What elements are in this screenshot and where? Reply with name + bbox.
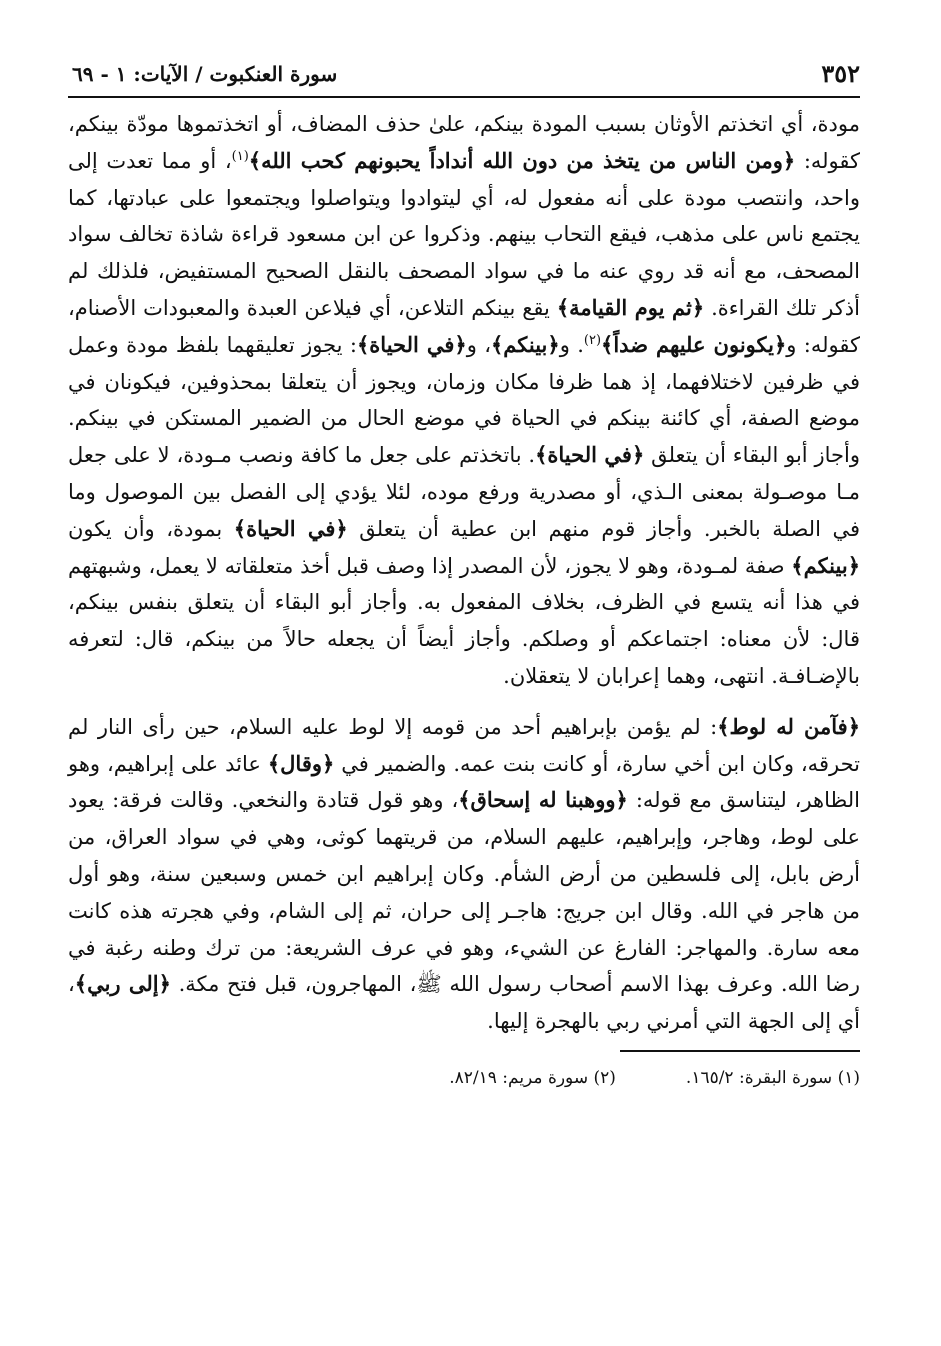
text-run: ، أي إلى الجهة التي أمرني ربي بالهجرة إليها. bbox=[68, 972, 860, 1034]
quran-quote: ﴿في الحياة﴾ bbox=[535, 442, 645, 468]
quran-quote: ﴿ثم يوم القيامة﴾ bbox=[556, 294, 705, 320]
quran-quote: ﴿ووهبنا له إسحاق﴾ bbox=[458, 787, 628, 813]
book-page bbox=[68, 58, 860, 1090]
quran-quote: ﴿في الحياة﴾ bbox=[233, 515, 348, 541]
text-run: : يجوز تعليقهما بلفظ مودة وعمل في ظرفين لاختلافهما، إذ هما ظرفا مكان وزمان، ويجوز أن يتعلقا بمحذوفين، فيكونان في موضع الصفة، أي كائنة بينكم في الحياة في موضع الحال من الضمير المستكن في بينكم. وأجاز أبو البقاء أن يتعلق bbox=[68, 332, 860, 468]
footnote-ref: (٢) bbox=[583, 332, 602, 348]
quran-quote: ﴿وقال﴾ bbox=[267, 750, 335, 776]
footnote-ref: (١) bbox=[231, 148, 249, 164]
quran-quote: ﴿إلى ربي﴾ bbox=[74, 971, 171, 997]
text-run: يقع بينكم التلاعن، أي فيلاعن العبدة والمعبودات الأصنام، كقوله: و bbox=[68, 295, 860, 357]
quran-quote: ﴿بينكم﴾ bbox=[791, 552, 860, 578]
text-run: صفة لمـودة، وهو لا يجوز، لأن المصدر إذا وصف قبل أخذ متعلقاته لا يعمل، وشبهتهم في هذا أنه يتسع في الظرف، بخلاف المفعول به. وأجاز أبو البقاء أن يتعلق بنفس بينكم، قال: لأن معناه: اجتماعكم أو وصلكم. وأجاز أيضاً أن يجعله حالاً من بينكم، قال: لتعرفه بالإضـافـة. انتهى، وهما إعرابان لا يتعقلان. bbox=[68, 553, 861, 688]
text-run: ، أو مما تعدت إلى واحد، وانتصب مودة على أنه مفعول له، أي ليتوادوا ويتواصلوا ويجتمعوا على عبادتها، كما يجتمع ناس على مذهب، فيقع التحاب بينهم. وذكروا عن ابن مسعود قراءة شاذة تخالف سواد المصحف، مع أنه قد روي عنه ما في سواد المصحف بالنقل الصحيح المستفيض، فلذلك لم أذكر تلك القراءة. bbox=[68, 148, 860, 320]
quran-quote: ﴿يكونون عليهم ضداً﴾ bbox=[601, 331, 787, 357]
footnote: (١) سورة البقرة: ١٦٥/٢. bbox=[685, 1067, 860, 1088]
text-run: بمودة، وأن يكون bbox=[68, 516, 223, 541]
text-run: . و bbox=[559, 332, 584, 357]
text-run: : لم يؤمن بإبراهيم أحد من قومه إلا لوط عليه السلام، حين رأى النار لم تحرقه، وكان ابن أخي سارة، أو كانت بنت عمه. والضمير في bbox=[68, 714, 860, 776]
quran-quote: ﴿فآمن له لوط﴾ bbox=[717, 713, 860, 739]
running-title: سورة العنكبوت / الآيات: ١ - ٦٩ bbox=[68, 58, 337, 90]
paragraph bbox=[68, 709, 860, 1040]
page-header bbox=[68, 58, 860, 98]
text-run: . باتخذتم على جعل ما كافة ونصب مـودة، لا على جعل مـا موصـولة بمعنى الـذي، أو مصدرية ورفع موده، لئلا يؤدي إلى الفصل بين الموصول وما في الصلة بالخبر. وأجاز قوم منهم ابن عطية أن يتعلق bbox=[68, 443, 861, 541]
text-run: عائد على إبراهيم، وهو الظاهر، ليتناسق مع قوله: bbox=[68, 751, 860, 813]
quran-quote: ﴿بينكم﴾ bbox=[491, 331, 560, 357]
text-run: مودة، أي اتخذتم الأوثان بسبب المودة بينكم، علىٰ حذف المضاف، أو اتخذتموها مودّة بينكم، كقوله: bbox=[68, 112, 861, 173]
footnote: (٢) سورة مريم: ٨٢/١٩. bbox=[449, 1067, 616, 1088]
footnotes bbox=[68, 1066, 860, 1090]
text-run: ، و bbox=[466, 332, 491, 357]
page-number: ٣٥٢ bbox=[821, 59, 860, 88]
quran-quote: ﴿في الحياة﴾ bbox=[356, 331, 467, 357]
footnote-divider bbox=[620, 1050, 860, 1052]
text-run: ، وهو قول قتادة والنخعي. وقالت فرقة: يعود على لوط، وهاجر، وإبراهيم، عليهم السلام، من قريتهما كوثى، وهي في سواد العراق، من أرض بابل، إلى فلسطين من أرض الشأم. وكان إبراهيم ابن خمس وسبعين سنة، وهو أول من هاجر في الله. وقال ابن جريج: هاجـر إلى حران، ثم إلى الشام، وفي هجرته هذه كانت معه سارة. والمهاجر: الفارغ عن الشيء، وهو في عرف الشريعة: من ترك وطنه رغبة في رضا الله. وعرف بهذا الاسم أصحاب رسول الله ﷺ، المهاجرون، قبل فتح مكة. bbox=[68, 788, 860, 997]
paragraph bbox=[68, 106, 860, 695]
main-text bbox=[68, 106, 860, 1040]
quran-quote: ﴿ومن الناس من يتخذ من دون الله أنداداً يحبونهم كحب الله﴾ bbox=[248, 147, 796, 173]
